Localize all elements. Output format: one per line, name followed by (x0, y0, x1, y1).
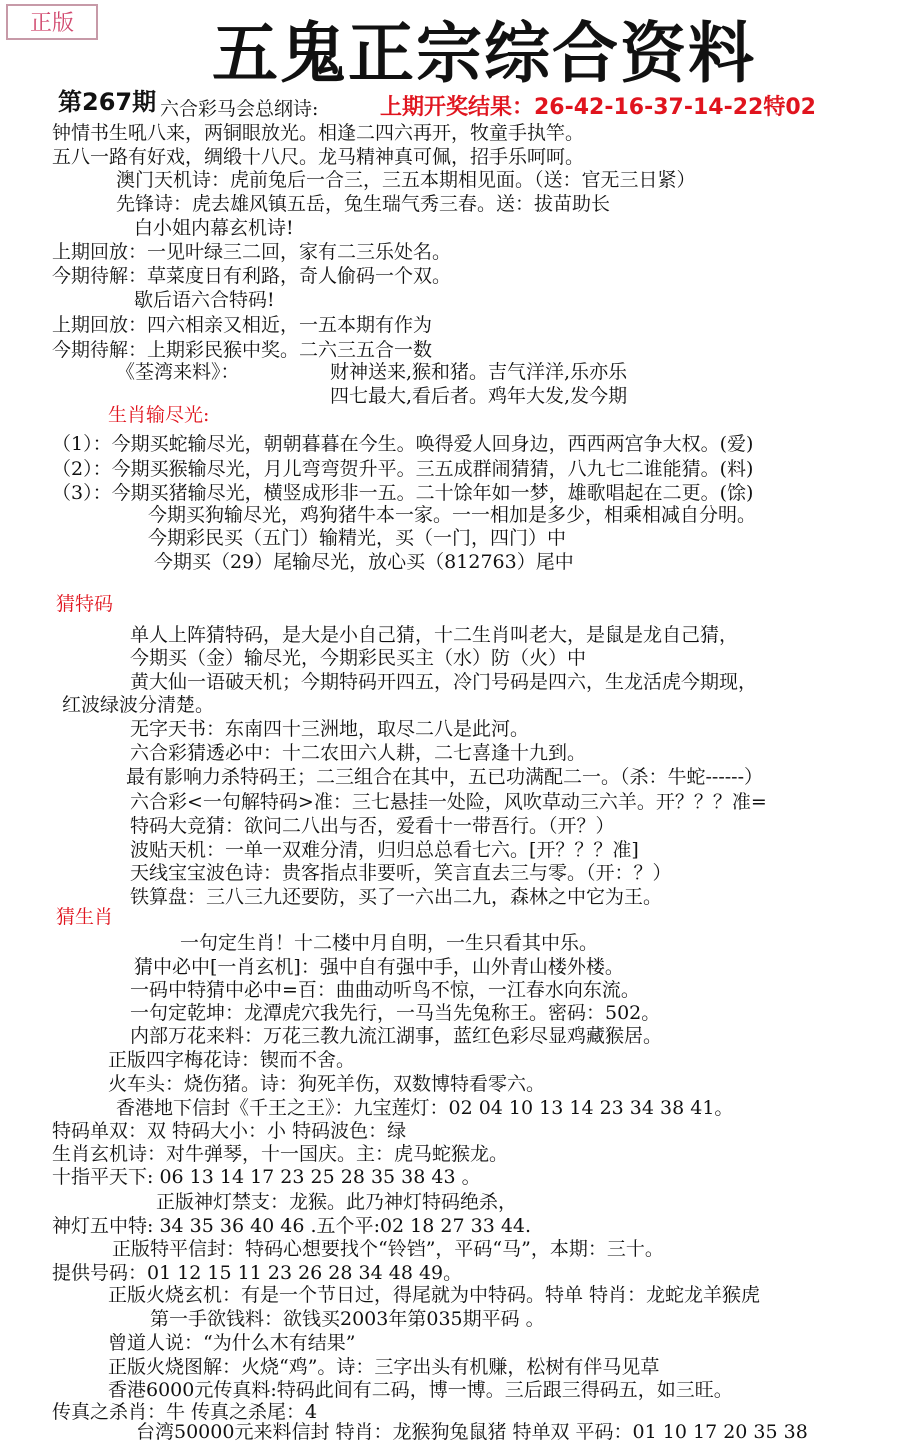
text-line: 正版神灯禁支：龙猴。此乃神灯特码绝杀， (156, 1191, 518, 1213)
text-line: 无字天书：东南四十三洲地，取尽二八是此河。 (130, 718, 530, 740)
text-line: 火车头：烧伤猪。诗：狗死羊伤，双数博特看零六。 (108, 1073, 546, 1095)
text-line: 红波绿波分清楚。 (62, 694, 215, 716)
text-line: 歇后语六合特码! (134, 289, 275, 311)
text-line: 今期买狗输尽光，鸡狗猪牛本一家。一一相加是多少，相乘相减自分明。 (148, 504, 757, 526)
text-line: 五八一路有好戏，绸缎十八尺。龙马精神真可佩，招手乐呵呵。 (52, 146, 585, 168)
text-line: 波贴天机：一单一双难分清，归归总总看七六。[开？？？准] (130, 839, 639, 861)
text-line: 传真之杀肖：牛 传真之杀尾：4 (52, 1401, 318, 1423)
text-line: 上期回放：一见叶绿三二回，家有二三乐处名。 (52, 241, 452, 263)
text-line: 正版火烧图解：火烧“鸡”。诗：三字出头有机赚，松树有伴马见草 (108, 1356, 660, 1378)
text-line: （3）：今期买猪输尽光，横竖成形非一五。二十馀年如一梦，雄歌唱起在二更。(馀) (52, 482, 754, 504)
text-line: （1）：今期买蛇输尽光，朝朝暮暮在今生。唤得爱人回身边，西西两宫争大权。(爱) (52, 433, 754, 455)
last-draw-result: 上期开奖结果：26-42-16-37-14-22特02 (380, 95, 816, 120)
text-line: 一句定乾坤：龙潭虎穴我先行，一马当先兔称王。密码：502。 (130, 1002, 661, 1024)
text-line: 上期回放：四六相亲又相近，一五本期有作为 (52, 314, 433, 336)
issue-number: 第267期 (58, 88, 157, 116)
text-line: 白小姐内幕玄机诗! (134, 217, 294, 239)
section-heading: 生肖输尽光: (108, 404, 210, 426)
text-line: 台湾50000元来料信封 特肖：龙猴狗兔鼠猪 特单双 平码：01 10 17 20 35 38 (136, 1421, 808, 1443)
text-line: 特码单双：双 特码大小：小 特码波色：绿 (52, 1120, 407, 1142)
text-line: 猜中必中[一肖玄机]：强中自有强中手，山外青山楼外楼。 (134, 956, 624, 978)
text-line: 钟情书生吼八来，两铜眼放光。相逢二四六再开，牧童手执竿。 (52, 122, 585, 144)
text-line: 先锋诗：虎去雄风镇五岳，兔生瑞气秀三春。送：拔苗助长 (116, 193, 611, 215)
text-line: 澳门天机诗：虎前兔后一合三，三五本期相见面。（送：官无三日紧） (116, 169, 696, 191)
text-line: 今期彩民买（五门）输精光，买（一门，四门）中 (148, 527, 567, 549)
text-line: 正版火烧玄机：有是一个节日过，得尾就为中特码。特单 特肖：龙蛇龙羊猴虎 (108, 1284, 761, 1306)
text-line: 内部万花来料：万花三教九流江湖事，蓝红色彩尽显鸡藏猴居。 (130, 1025, 663, 1047)
page-title: 五鬼正宗综合资料 (212, 15, 756, 92)
text-line: 一句定生肖！十二楼中月自明，一生只看其中乐。 (180, 932, 599, 954)
text-line: 一码中特猜中必中=百：曲曲动听鸟不惊，一江春水向东流。 (130, 979, 640, 1001)
text-line: 黄大仙一语破天机；今期特码开四五，冷门号码是四六，生龙活虎今期现， (130, 671, 758, 693)
text-line: 最有影响力杀特码王；二三组合在其中，五已功满配二一。（杀：牛蛇------） (126, 766, 764, 788)
text-line: 香港6000元传真料:特码此间有二码，博一博。三后跟三得码五，如三旺。 (108, 1379, 733, 1401)
text-line: 提供号码：01 12 15 11 23 26 28 34 48 49。 (52, 1262, 463, 1284)
text-line: 四七最大,看后者。鸡年大发,发今期 (330, 385, 628, 407)
text-line: 今期买（29）尾输尽光，放心买（812763）尾中 (154, 551, 574, 573)
poem-heading: 六合彩马会总纲诗: (160, 98, 319, 120)
text-line: 曾道人说：“为什么木有结果” (108, 1332, 356, 1354)
text-line: 铁算盘：三八三九还要防，买了一六出二九，森林之中它为王。 (130, 886, 663, 908)
text-line: （2）：今期买猴输尽光，月儿弯弯贺升平。三五成群闹猜猜，八九七二谁能猜。(料) (52, 458, 754, 480)
text-line: 第一手欲钱料：欲钱买2003年第035期平码 。 (150, 1308, 545, 1330)
section-heading: 猜生肖 (56, 906, 114, 928)
text-line: 十指平天下: 06 13 14 17 23 25 28 35 38 43 。 (52, 1166, 481, 1188)
text-line: 香港地下信封《千王之王》：九宝莲灯：02 04 10 13 14 23 34 38 41。 (116, 1097, 734, 1119)
text-line: 财神送来,猴和猪。吉气洋洋,乐亦乐 (330, 361, 628, 383)
text-line: 今期待解：上期彩民猴中奖。二六三五合一数 (52, 339, 433, 361)
text-line: 六合彩<一句解特码>准：三七悬挂一处险，风吹草动三六羊。开？？？准= (130, 791, 767, 813)
text-line: 六合彩猜透必中：十二农田六人耕，二七喜逢十九到。 (130, 742, 587, 764)
text-line: 神灯五中特: 34 35 36 40 46 .五个平:02 18 27 33 44. (52, 1215, 532, 1237)
text-line: 特码大竞猜：欲问二八出与否，爱看十一带吾行。（开？） (130, 815, 615, 837)
text-line: 正版特平信封：特码心想要找个“铃铛”，平码“马”，本期：三十。 (112, 1238, 664, 1260)
section-heading: 猜特码 (56, 593, 114, 615)
text-line: 正版四字梅花诗：锲而不舍。 (108, 1049, 356, 1071)
text-line: 今期待解：草菜度日有利路，奇人偷码一个双。 (52, 265, 452, 287)
authentic-badge: 正版 (6, 4, 98, 40)
text-line: 今期买（金）输尽光，今期彩民买主（水）防（火）中 (130, 647, 587, 669)
text-line: 《荃湾来料》： (116, 361, 240, 383)
text-line: 天线宝宝波色诗：贵客指点非要听，笑言直去三与零。（开：？） (130, 862, 672, 884)
text-line: 生肖玄机诗：对牛弹琴，十一国庆。主：虎马蛇猴龙。 (52, 1143, 509, 1165)
text-line: 单人上阵猜特码，是大是小自己猜，十二生肖叫老大，是鼠是龙自己猜， (130, 624, 739, 646)
